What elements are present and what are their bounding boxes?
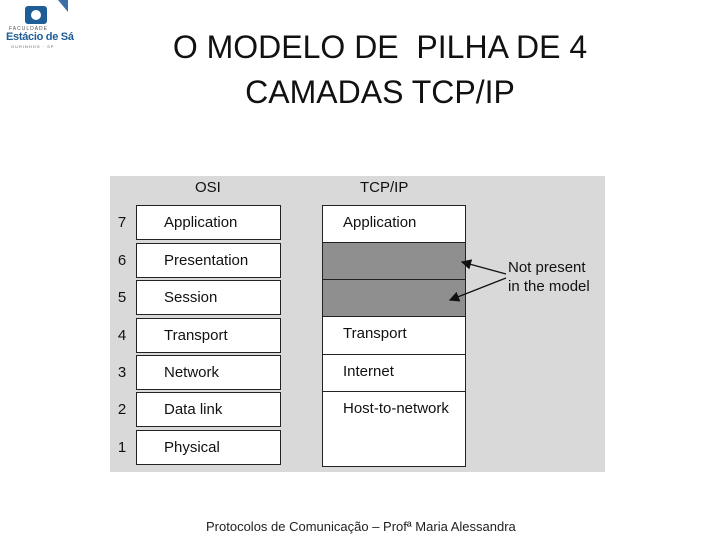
tcpip-column-header: TCP/IP — [360, 179, 409, 196]
tcpip-layer-internet — [322, 354, 466, 392]
slide-title-line2: CAMADAS TCP/IP — [245, 74, 515, 110]
tcpip-layer-host-to-network — [322, 391, 466, 467]
osi-layer-number: 4 — [117, 327, 127, 344]
corner-triangle-icon — [56, 0, 68, 14]
osi-layer-number: 7 — [117, 214, 127, 231]
annotation-line2: in the model — [508, 278, 590, 295]
osi-layer-physical — [136, 430, 281, 465]
not-present-annotation — [508, 258, 590, 296]
slide-title-line1: O MODELO DE PILHA DE 4 — [172, 29, 588, 65]
osi-layer-number: 5 — [117, 289, 127, 306]
arrow-to-presentation — [462, 262, 506, 274]
logo-top-text: FACULDADE — [9, 26, 49, 32]
tcpip-layer-label: Host-to-network — [343, 400, 449, 417]
osi-layer-number: 1 — [117, 439, 127, 456]
osi-layer-label: Physical — [164, 439, 220, 456]
osi-layer-session — [136, 280, 281, 315]
osi-layer-number: 6 — [117, 252, 127, 269]
osi-layer-label: Network — [164, 364, 220, 381]
logo-emblem-icon — [25, 6, 47, 24]
osi-layer-presentation — [136, 243, 281, 278]
osi-layer-network — [136, 355, 281, 390]
tcpip-layer-label: Application — [343, 214, 417, 231]
osi-layer-transport — [136, 318, 281, 353]
tcpip-layer-label: Internet — [343, 363, 394, 380]
osi-layer-label: Session — [164, 289, 218, 306]
osi-layer-number: 3 — [117, 364, 127, 381]
footer-text: Protocolos de Comunicação – Profª Maria Alessandra — [206, 519, 516, 534]
tcpip-layer-label: Transport — [343, 325, 407, 342]
osi-layer-application — [136, 205, 281, 240]
osi-layer-label: Data link — [164, 401, 223, 418]
osi-column-header: OSI — [195, 179, 221, 196]
osi-layer-label: Application — [164, 214, 238, 231]
osi-layer-label: Transport — [164, 327, 228, 344]
tcpip-layer-absent — [322, 242, 466, 280]
logo-sub-text: OURINHOS · SP — [11, 44, 55, 49]
tcpip-layer-transport — [322, 316, 466, 355]
osi-layer-label: Presentation — [164, 252, 249, 269]
osi-layer-data-link — [136, 392, 281, 427]
tcpip-layer-absent — [322, 279, 466, 317]
logo-name: Estácio de Sá — [6, 31, 74, 43]
osi-layer-number: 2 — [117, 401, 127, 418]
tcpip-layer-application — [322, 205, 466, 243]
osi-tcpip-diagram — [110, 176, 605, 472]
annotation-line1: Not present — [508, 259, 586, 276]
